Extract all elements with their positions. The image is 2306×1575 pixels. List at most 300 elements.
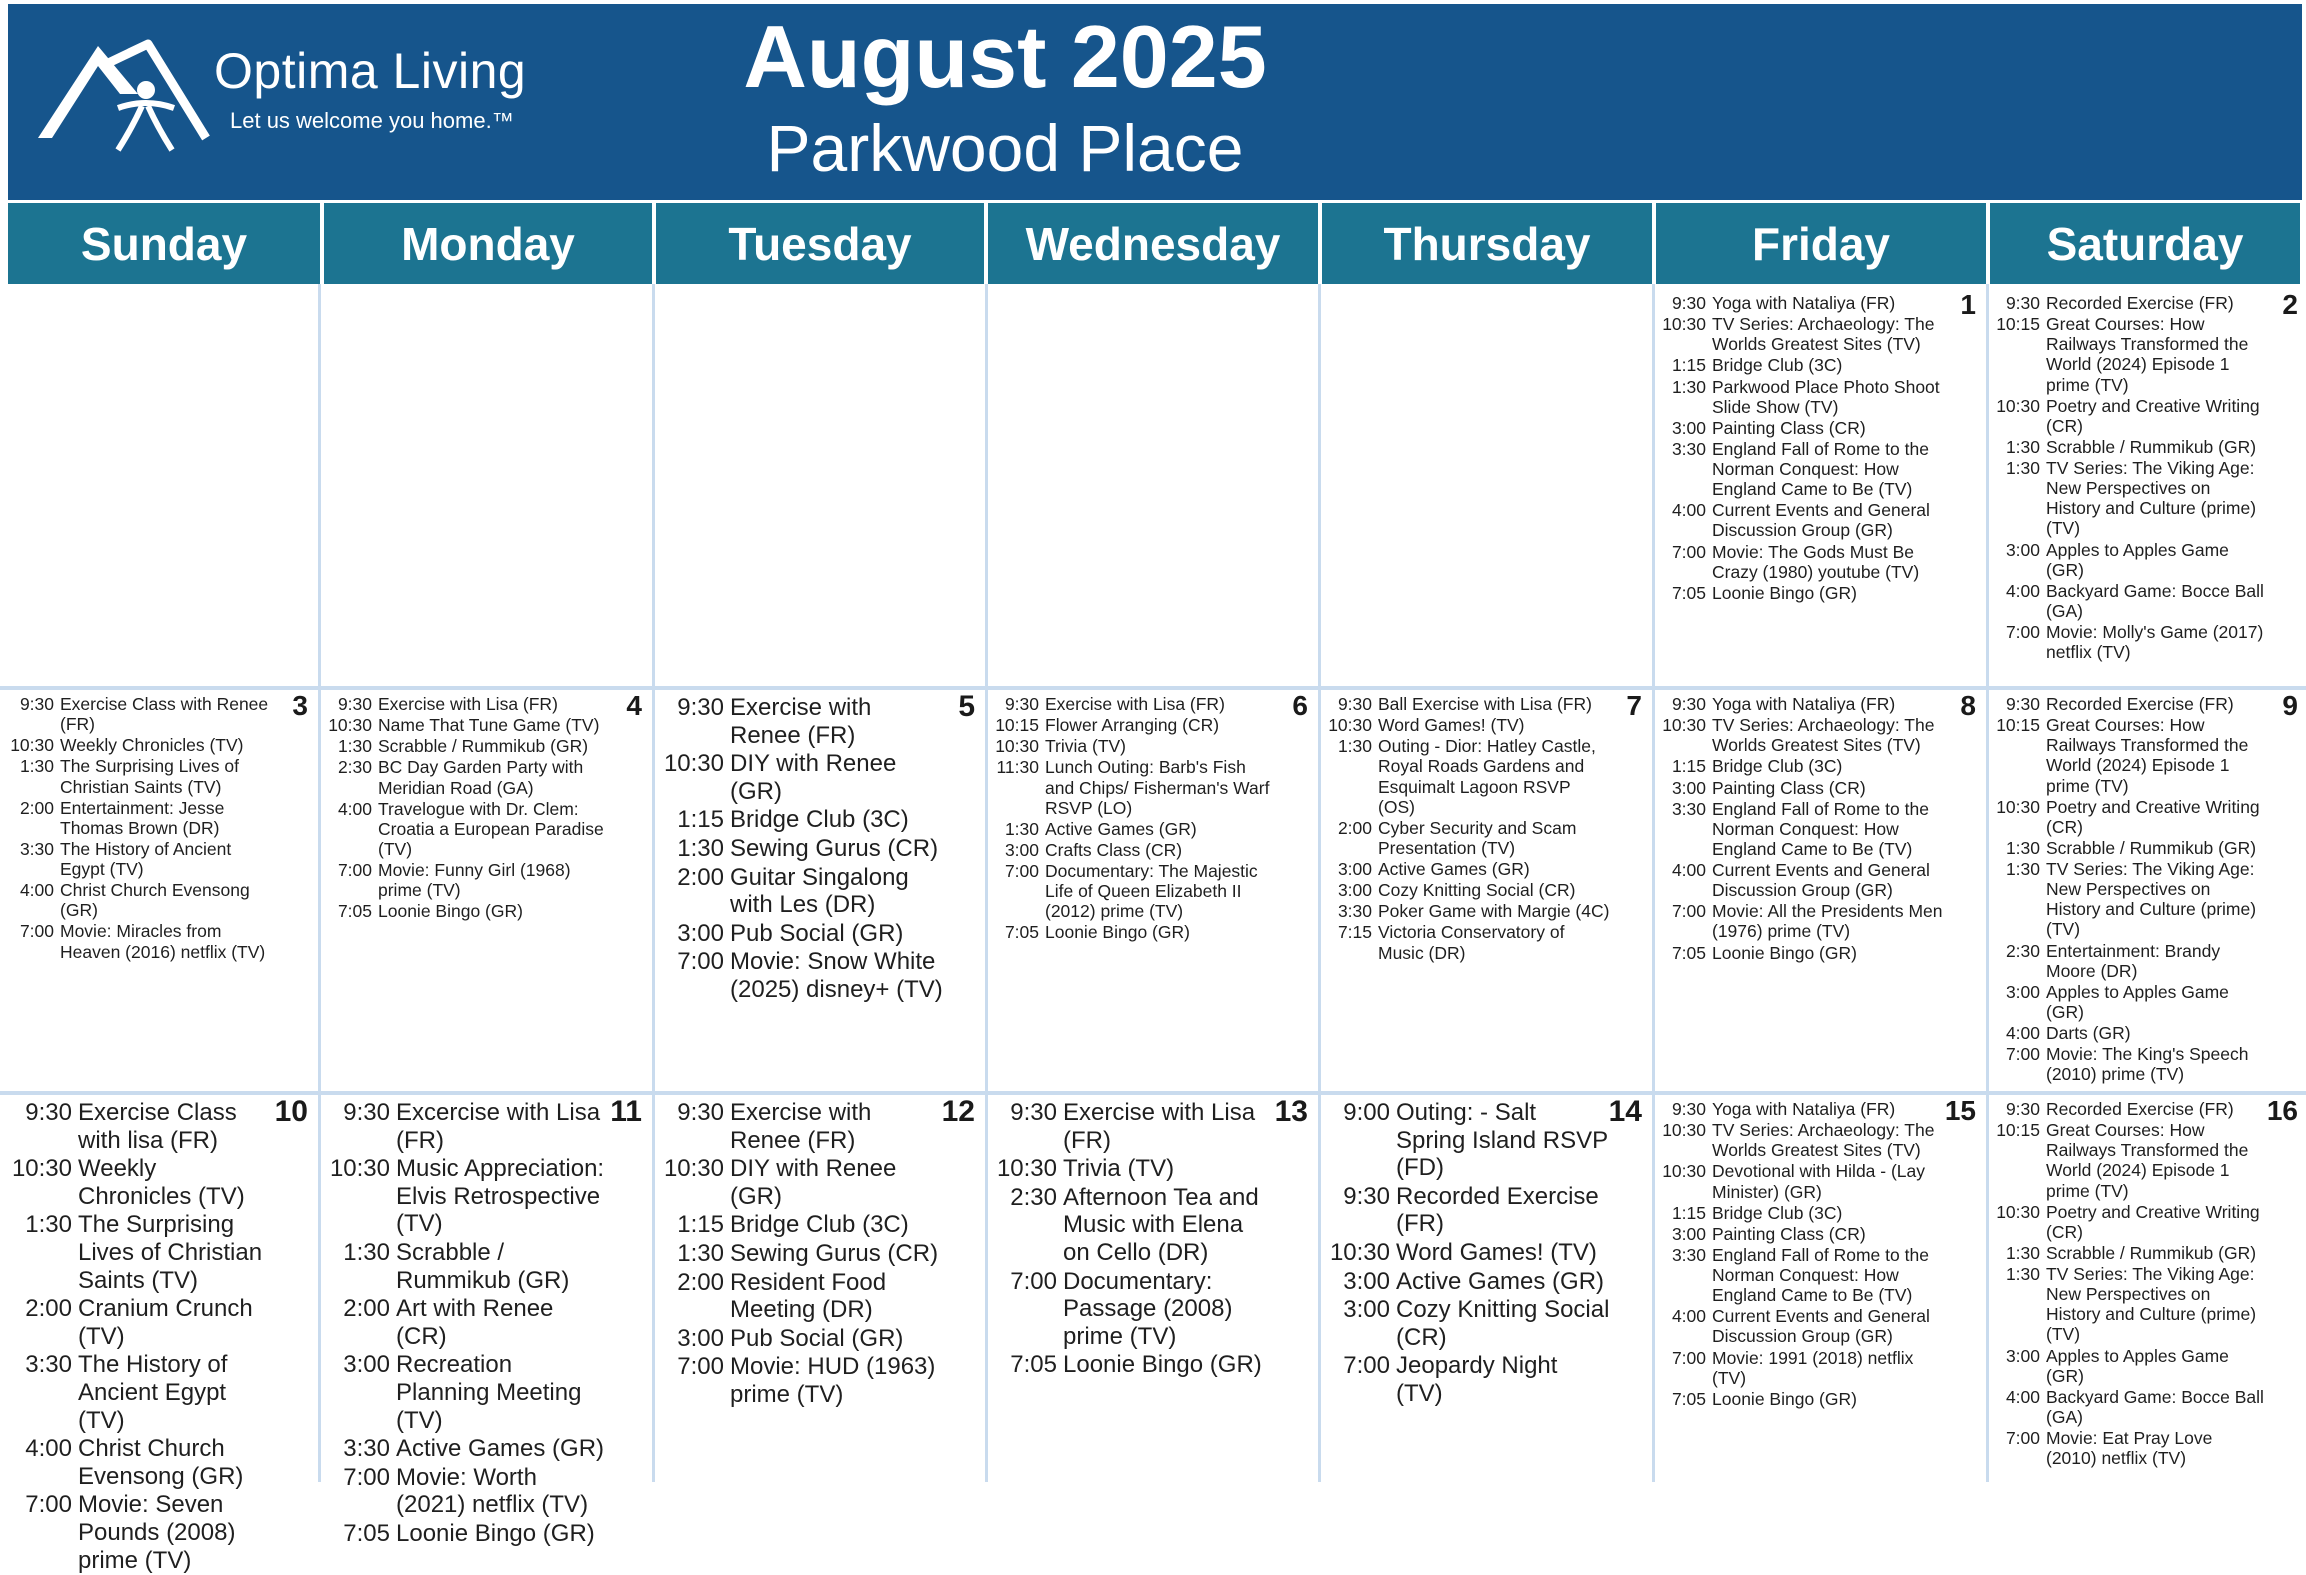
- day-cell: [656, 690, 983, 1090]
- event-description: Exercise with Lisa (FR): [1045, 694, 1225, 714]
- event-time: 7:00: [2005, 622, 2040, 642]
- event-time: 10:30: [329, 1155, 390, 1183]
- event-description: Weekly Chronicles (TV): [60, 735, 244, 756]
- event-description: Poetry and Creative Writing (CR): [2046, 395, 2260, 436]
- event-item: [328, 715, 610, 735]
- event-item: [1996, 694, 2266, 714]
- event-description: Bridge Club (3C): [730, 806, 909, 834]
- event-time: 7:05: [337, 901, 372, 922]
- event-item: [1996, 293, 2266, 313]
- day-cell: [1990, 690, 2306, 1090]
- event-time: 1:30: [19, 756, 54, 777]
- event-item: [1662, 1120, 1944, 1160]
- event-time: 3:30: [1337, 901, 1372, 922]
- day-cell: [1322, 289, 1650, 685]
- event-description: Sewing Gurus (CR): [730, 834, 939, 862]
- event-description: Name That Tune Game (TV): [378, 715, 600, 736]
- event-item: [1996, 1428, 2266, 1468]
- event-description: Scrabble / Rummikub (GR): [396, 1238, 570, 1294]
- event-item: [1662, 439, 1944, 499]
- event-time: 3:00: [343, 1351, 390, 1379]
- event-item: [662, 694, 943, 749]
- event-item: [328, 799, 610, 859]
- event-description: Ball Exercise with Lisa (FR): [1378, 694, 1592, 714]
- event-time: 7:05: [1671, 582, 1706, 603]
- event-item: [1328, 1296, 1610, 1351]
- event-time: 3:00: [1671, 1223, 1706, 1244]
- event-item: [995, 1268, 1276, 1351]
- event-item: [328, 1099, 610, 1154]
- event-time: 7:05: [1671, 1388, 1706, 1409]
- event-description: Afternoon Tea and Music with Elena on Cello (DR): [1063, 1183, 1259, 1266]
- event-description: Movie: Worth (2021) netflix (TV): [396, 1463, 589, 1519]
- event-item: [1662, 943, 1944, 963]
- event-description: Loonie Bingo (GR): [396, 1519, 595, 1547]
- event-description: Great Courses: How Railways Transformed the World (2024) Episode 1 prime (TV): [2046, 314, 2249, 395]
- event-item: [328, 1295, 610, 1350]
- event-time: 10:30: [11, 1155, 72, 1183]
- event-description: Scrabble / Rummikub (GR): [2046, 1242, 2257, 1263]
- event-description: Movie: The King's Speech (2010) prime (TV): [2046, 1044, 2249, 1085]
- event-time: 2:30: [337, 757, 372, 778]
- event-item: [995, 922, 1276, 942]
- event-description: Movie: Eat Pray Love (2010) netflix (TV): [2046, 1428, 2213, 1469]
- event-time: 1:30: [337, 736, 372, 757]
- event-time: 10:30: [663, 750, 724, 778]
- event-item: [1996, 622, 2266, 662]
- event-item: [662, 835, 943, 863]
- event-time: 9:30: [1337, 694, 1372, 714]
- event-time: 10:30: [1328, 715, 1372, 736]
- event-time: 10:30: [1996, 395, 2040, 416]
- brand-tagline: Let us welcome you home.™: [230, 108, 514, 133]
- event-item: [1996, 437, 2266, 457]
- event-list: [1662, 694, 1944, 964]
- event-time: 3:00: [1337, 880, 1372, 901]
- event-description: Jeopardy Night (TV): [1396, 1352, 1558, 1407]
- event-list: [995, 1099, 1276, 1380]
- event-item: [662, 750, 943, 805]
- event-time: 7:00: [677, 948, 724, 976]
- event-item: [1662, 293, 1944, 313]
- event-item: [1996, 1346, 2266, 1386]
- day-cell: [1656, 690, 1984, 1090]
- event-time: 3:30: [1671, 1244, 1706, 1265]
- event-time: 1:30: [1671, 376, 1706, 397]
- event-description: The Surprising Lives of Christian Saints (TV): [78, 1211, 263, 1294]
- event-description: Yoga with Nataliya (FR): [1712, 293, 1896, 313]
- event-description: Movie: All the Presidents Men (1976) prime (TV): [1712, 901, 1943, 942]
- event-description: Bridge Club (3C): [1712, 1202, 1843, 1223]
- event-list: [328, 694, 610, 922]
- event-item: [1662, 715, 1944, 755]
- event-description: Entertainment: Jesse Thomas Brown (DR): [60, 797, 225, 838]
- event-description: Bridge Club (3C): [1712, 756, 1843, 777]
- event-time: 9:30: [25, 1099, 72, 1126]
- date-number: 11: [610, 1095, 642, 1128]
- event-time: 1:15: [1671, 1202, 1706, 1223]
- event-item: [1328, 1352, 1610, 1407]
- event-description: TV Series: Archaeology: The Worlds Greatest Sites (TV): [1712, 715, 1935, 756]
- event-list: [328, 1099, 610, 1549]
- event-description: Lunch Outing: Barb's Fish and Chips/ Fisherman's Warf RSVP (LO): [1045, 757, 1270, 818]
- event-time: 3:00: [1671, 417, 1706, 438]
- event-description: TV Series: Archaeology: The Worlds Greatest Sites (TV): [1712, 314, 1935, 355]
- event-description: TV Series: The Viking Age: New Perspectives on History and Culture (prime) (TV): [2046, 1264, 2257, 1345]
- date-number: 12: [941, 1095, 975, 1128]
- date-number: 13: [1274, 1095, 1308, 1128]
- event-time: 1:15: [1671, 355, 1706, 376]
- event-item: [662, 1353, 943, 1408]
- event-description: Great Courses: How Railways Transformed the World (2024) Episode 1 prime (TV): [2046, 1120, 2249, 1201]
- event-time: 10:30: [1329, 1238, 1390, 1266]
- event-item: [328, 694, 610, 714]
- event-time: 1:30: [2005, 1242, 2040, 1263]
- event-description: TV Series: The Viking Age: New Perspectives on History and Culture (prime) (TV): [2046, 859, 2257, 940]
- event-time: 1:30: [1004, 818, 1039, 839]
- day-cell: [322, 289, 650, 685]
- day-header-wednesday: Wednesday: [988, 203, 1318, 284]
- date-number: 9: [2282, 690, 2298, 721]
- event-item: [1328, 859, 1610, 879]
- event-description: Scrabble / Rummikub (GR): [378, 736, 589, 757]
- event-item: [10, 1351, 276, 1434]
- event-time: 10:30: [1662, 715, 1706, 736]
- event-description: Current Events and General Discussion Group (GR): [1712, 860, 1930, 901]
- event-time: 1:30: [2005, 1264, 2040, 1284]
- event-item: [1662, 500, 1944, 540]
- event-time: 2:00: [677, 1268, 724, 1296]
- event-description: Bridge Club (3C): [1712, 355, 1843, 376]
- event-description: Apples to Apples Game (GR): [2046, 539, 2229, 580]
- event-item: [10, 1099, 276, 1154]
- event-description: Cozy Knitting Social (CR): [1378, 880, 1576, 901]
- event-item: [1996, 1264, 2266, 1345]
- event-description: Loonie Bingo (GR): [1045, 922, 1190, 943]
- date-number: 2: [2282, 289, 2298, 320]
- event-time: 7:05: [1010, 1351, 1057, 1379]
- event-list: [10, 694, 276, 963]
- event-item: [662, 1155, 943, 1210]
- event-item: [1662, 418, 1944, 438]
- event-item: [1662, 1306, 1944, 1346]
- event-item: [328, 1464, 610, 1519]
- day-cell: [1656, 1095, 1984, 1482]
- event-item: [328, 1351, 610, 1434]
- event-time: 10:15: [1996, 314, 2040, 335]
- event-time: 2:30: [1010, 1183, 1057, 1211]
- event-item: [1996, 859, 2266, 940]
- event-item: [328, 1520, 610, 1548]
- event-time: 10:15: [1996, 1120, 2040, 1141]
- event-time: 9:30: [677, 1099, 724, 1126]
- event-item: [1662, 799, 1944, 859]
- event-item: [995, 1155, 1276, 1183]
- event-time: 1:30: [2005, 837, 2040, 858]
- date-number: 5: [958, 690, 975, 723]
- event-description: The History of Ancient Egypt (TV): [78, 1351, 228, 1434]
- event-description: Sewing Gurus (CR): [730, 1239, 939, 1267]
- event-list: [10, 1099, 276, 1575]
- event-time: 10:30: [663, 1155, 724, 1183]
- date-number: 15: [1944, 1095, 1976, 1126]
- event-description: Painting Class (CR): [1712, 417, 1866, 438]
- event-item: [995, 736, 1276, 756]
- event-description: Loonie Bingo (GR): [1712, 582, 1857, 603]
- event-description: Travelogue with Dr. Clem: Croatia a European Paradise (TV): [378, 798, 604, 859]
- event-item: [1996, 1243, 2266, 1263]
- date-number: 6: [1292, 690, 1308, 721]
- event-time: 3:00: [1343, 1267, 1390, 1295]
- event-item: [328, 757, 610, 797]
- event-list: [1996, 694, 2266, 1085]
- event-description: Active Games (GR): [1396, 1267, 1605, 1295]
- event-time: 9:30: [2005, 694, 2040, 714]
- event-item: [10, 1211, 276, 1294]
- event-time: 4:00: [2005, 1386, 2040, 1407]
- event-description: Flower Arranging (CR): [1045, 715, 1220, 736]
- event-description: Weekly Chronicles (TV): [78, 1155, 245, 1210]
- event-time: 3:30: [1671, 798, 1706, 819]
- event-time: 10:30: [1662, 1120, 1706, 1141]
- event-time: 3:00: [1004, 839, 1039, 860]
- event-description: BC Day Garden Party with Meridian Road (GA): [378, 757, 584, 798]
- event-item: [10, 1491, 276, 1574]
- day-cell: [656, 1095, 983, 1482]
- event-description: Word Games! (TV): [1378, 715, 1525, 736]
- event-item: [1996, 1099, 2266, 1119]
- event-item: [1662, 860, 1944, 900]
- event-description: Outing - Dior: Hatley Castle, Royal Roads Gardens and Esquimalt Lagoon RSVP (OS): [1378, 736, 1596, 817]
- event-item: [662, 806, 943, 834]
- event-item: [1996, 715, 2266, 796]
- event-item: [328, 860, 610, 900]
- event-time: 2:30: [2005, 940, 2040, 961]
- event-time: 9:30: [1671, 694, 1706, 714]
- event-item: [1662, 901, 1944, 941]
- grid-divider: [652, 284, 655, 1482]
- event-description: Active Games (GR): [1045, 818, 1197, 839]
- event-item: [328, 901, 610, 921]
- day-cell: [1990, 1095, 2306, 1482]
- day-cell: [4, 1095, 316, 1574]
- day-header-friday: Friday: [1656, 203, 1986, 284]
- event-item: [995, 694, 1276, 714]
- event-time: 1:30: [343, 1238, 390, 1266]
- event-time: 3:00: [2005, 1345, 2040, 1366]
- event-item: [662, 864, 943, 919]
- event-time: 10:30: [1662, 1161, 1706, 1182]
- date-number: 4: [626, 690, 642, 721]
- event-time: 1:30: [2005, 436, 2040, 457]
- event-time: 1:30: [677, 834, 724, 862]
- event-time: 9:00: [1343, 1099, 1390, 1126]
- event-item: [995, 861, 1276, 921]
- event-description: Movie: 1991 (2018) netflix (TV): [1712, 1347, 1914, 1388]
- brand-name: Optima Living: [214, 43, 527, 99]
- event-description: Exercise Class with lisa (FR): [78, 1099, 237, 1154]
- grid-divider: [318, 284, 321, 1482]
- grid-divider: [1652, 284, 1655, 1482]
- date-number: 10: [274, 1095, 308, 1128]
- event-item: [1328, 1183, 1610, 1238]
- event-item: [1662, 1099, 1944, 1119]
- event-item: [1662, 314, 1944, 354]
- event-item: [10, 1435, 276, 1490]
- event-time: 10:30: [1662, 314, 1706, 335]
- event-description: Poetry and Creative Writing (CR): [2046, 796, 2260, 837]
- event-item: [1996, 797, 2266, 837]
- event-item: [1328, 1268, 1610, 1296]
- event-item: [1328, 818, 1610, 858]
- event-description: Scrabble / Rummikub (GR): [2046, 436, 2257, 457]
- event-item: [1662, 377, 1944, 417]
- event-description: The Surprising Lives of Christian Saints (TV): [60, 756, 239, 797]
- event-list: [1328, 1099, 1610, 1409]
- event-time: 3:00: [677, 919, 724, 947]
- event-item: [1328, 715, 1610, 735]
- event-item: [995, 1099, 1276, 1154]
- day-header-sunday: Sunday: [8, 203, 320, 284]
- event-item: [662, 1211, 943, 1239]
- event-time: 4:00: [2005, 1023, 2040, 1043]
- event-description: Trivia (TV): [1063, 1155, 1175, 1183]
- event-list: [1662, 1099, 1944, 1410]
- grid-divider: [1986, 284, 1989, 1482]
- day-header-tuesday: Tuesday: [656, 203, 984, 284]
- event-time: 10:30: [1996, 796, 2040, 817]
- event-time: 2:00: [25, 1295, 72, 1323]
- event-item: [1662, 1224, 1944, 1244]
- event-description: Exercise with Renee (FR): [730, 1099, 872, 1154]
- event-item: [1328, 880, 1610, 900]
- event-time: 7:00: [25, 1491, 72, 1519]
- event-description: Music Appreciation: Elvis Retrospective (TV): [396, 1155, 605, 1238]
- day-cell: [4, 690, 316, 1090]
- event-time: 1:30: [1337, 736, 1372, 757]
- event-item: [1662, 542, 1944, 582]
- event-time: 3:00: [1343, 1296, 1390, 1324]
- event-time: 1:30: [2005, 458, 2040, 478]
- event-time: 9:30: [1671, 293, 1706, 313]
- event-time: 9:30: [1671, 1099, 1706, 1119]
- event-item: [1662, 756, 1944, 776]
- event-description: Current Events and General Discussion Group (GR): [1712, 1306, 1930, 1347]
- event-time: 7:00: [1671, 541, 1706, 562]
- event-item: [328, 736, 610, 756]
- event-item: [1996, 581, 2266, 621]
- event-description: Movie: Snow White (2025) disney+ (TV): [730, 948, 943, 1003]
- day-cell: [1990, 289, 2306, 685]
- event-description: Apples to Apples Game (GR): [2046, 1345, 2229, 1386]
- event-time: 3:30: [19, 838, 54, 859]
- event-description: Guitar Singalong with Les (DR): [730, 863, 909, 919]
- date-number: 3: [292, 690, 308, 721]
- event-item: [1996, 396, 2266, 436]
- event-time: 10:30: [996, 1155, 1057, 1183]
- event-time: 7:05: [1004, 922, 1039, 943]
- event-item: [1662, 778, 1944, 798]
- day-cell: [4, 289, 316, 685]
- event-description: Painting Class (CR): [1712, 777, 1866, 798]
- event-time: 9:30: [343, 1099, 390, 1126]
- event-description: The History of Ancient Egypt (TV): [60, 838, 232, 879]
- event-description: Scrabble / Rummikub (GR): [2046, 837, 2257, 858]
- event-description: Active Games (GR): [396, 1435, 605, 1463]
- event-time: 9:30: [2005, 1099, 2040, 1119]
- event-item: [1996, 314, 2266, 395]
- event-item: [1662, 694, 1944, 714]
- event-item: [1328, 922, 1610, 962]
- event-item: [662, 1099, 943, 1154]
- event-time: 10:15: [1996, 715, 2040, 736]
- place-title: Parkwood Place: [766, 111, 1244, 185]
- day-cell: [1322, 1095, 1650, 1482]
- day-cell: [989, 1095, 1316, 1482]
- date-number: 16: [2266, 1095, 2298, 1126]
- event-item: [1328, 736, 1610, 817]
- event-description: Exercise with Lisa (FR): [1063, 1099, 1256, 1154]
- event-description: Recorded Exercise (FR): [2046, 293, 2234, 313]
- event-time: 7:00: [343, 1463, 390, 1491]
- event-time: 3:00: [677, 1324, 724, 1352]
- event-time: 9:30: [1343, 1182, 1390, 1210]
- day-header-saturday: Saturday: [1990, 203, 2300, 284]
- event-description: Victoria Conservatory of Music (DR): [1378, 922, 1565, 963]
- event-description: Poetry and Creative Writing (CR): [2046, 1201, 2260, 1242]
- day-cell: [322, 690, 650, 1090]
- event-description: Poker Game with Margie (4C): [1378, 901, 1610, 922]
- event-description: Art with Renee (CR): [396, 1295, 554, 1350]
- event-time: 10:30: [328, 715, 372, 736]
- event-time: 7:00: [1671, 901, 1706, 922]
- event-item: [1328, 1099, 1610, 1182]
- event-time: 1:15: [1671, 756, 1706, 777]
- event-description: Word Games! (TV): [1396, 1238, 1597, 1266]
- event-description: Crafts Class (CR): [1045, 839, 1183, 860]
- day-cell: [656, 289, 983, 685]
- event-time: 1:15: [677, 1211, 724, 1239]
- event-item: [1996, 838, 2266, 858]
- event-description: Movie: Seven Pounds (2008) prime (TV): [78, 1491, 236, 1574]
- event-time: 4:00: [337, 798, 372, 819]
- event-description: Pub Social (GR): [730, 919, 904, 947]
- date-number: 7: [1626, 690, 1642, 721]
- event-time: 2:00: [677, 863, 724, 891]
- event-item: [1662, 1161, 1944, 1201]
- event-description: TV Series: The Viking Age: New Perspectives on History and Culture (prime) (TV): [2046, 458, 2257, 539]
- event-description: Devotional with Hilda - (Lay Minister) (GR): [1712, 1161, 1926, 1202]
- event-description: Documentary: Passage (2008) prime (TV): [1063, 1267, 1233, 1350]
- event-time: 7:00: [1010, 1267, 1057, 1295]
- event-item: [662, 1269, 943, 1324]
- event-list: [995, 694, 1276, 944]
- event-item: [10, 1155, 276, 1210]
- event-description: Exercise Class with Renee (FR): [60, 694, 269, 735]
- date-number: 8: [1960, 690, 1976, 721]
- event-item: [10, 798, 276, 838]
- event-description: Outing: - Salt Spring Island RSVP (FD): [1396, 1099, 1608, 1182]
- event-time: 9:30: [337, 694, 372, 714]
- event-item: [662, 1240, 943, 1268]
- event-time: 10:30: [10, 735, 54, 756]
- event-item: [1996, 941, 2266, 981]
- day-cell: [322, 1095, 650, 1547]
- event-time: 7:00: [2005, 1044, 2040, 1065]
- event-item: [662, 1325, 943, 1353]
- event-description: England Fall of Rome to the Norman Conquest: How England Came to Be (TV): [1712, 798, 1929, 859]
- event-description: Painting Class (CR): [1712, 1223, 1866, 1244]
